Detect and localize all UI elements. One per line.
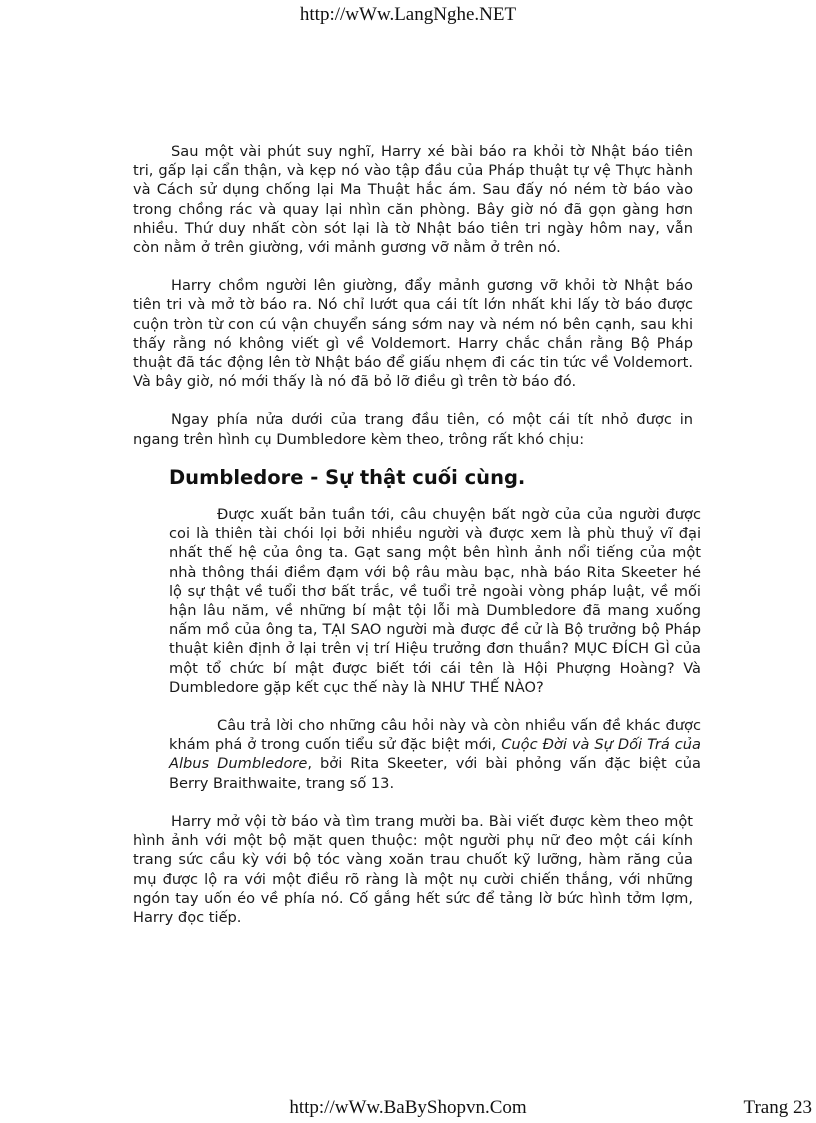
body-paragraph-4: Harry mở vội tờ báo và tìm trang mười ba. Bài viết được kèm theo một hình ảnh với một bộ mặt quen thuộc: một người phụ nữ đeo một cái kính trang sức cầu kỳ với bộ tóc vàng xoăn trau chuốt kỹ lưỡng, hàm răng của mụ được lộ ra với một điều rõ ràng là một nụ cười chiến thắng, với những ngón tay uốn éo về phía nó. Cố gắng hết sức để tảng lờ bức hình tởm lợm, Harry đọc tiếp. [133, 812, 693, 926]
header-url: http://wWw.LangNghe.NET [299, 4, 517, 25]
page-number: Trang 23 [743, 1097, 812, 1118]
page-content [133, 142, 701, 946]
footer-url: http://wWw.BaByShopvn.Com [289, 1097, 527, 1118]
newspaper-excerpt [169, 465, 701, 793]
excerpt-heading: Dumbledore - Sự thật cuối cùng. [169, 465, 526, 489]
book-title: Cuộc Đời và Sự Dối Trá của Albus Dumbledore [169, 736, 701, 773]
excerpt-paragraph-2-start: Câu trả lời cho những câu hỏi này và còn nhiều vấn đề khác được khám phá ở trong cuốn tiểu sử đặc biệt mới, [169, 717, 701, 754]
excerpt-paragraph-2-end: , bởi Rita Skeeter, với bài phỏng vấn đặc biệt của Berry Braithwaite, trang số 13. [169, 755, 701, 792]
excerpt-paragraph-2 [169, 716, 701, 793]
body-paragraph-1: Sau một vài phút suy nghĩ, Harry xé bài báo ra khỏi tờ Nhật báo tiên tri, gấp lại cẩn thận, và kẹp nó vào tập đầu của Pháp thuật tự vệ Thực hành và Cách sử dụng chống lại Ma Thuật hắc ám. Sau đấy nó ném tờ báo vào trong chồng rác và quay lại nhìn căn phòng. Bây giờ nó đã gọn gàng hơn nhiều. Thứ duy nhất còn sót lại là tờ Nhật báo tiên tri ngày hôm nay, vẫn còn nằm ở trên giường, với mảnh gương vỡ nằm ở trên nó. [133, 143, 693, 257]
body-paragraph-3: Ngay phía nửa dưới của trang đầu tiên, có một cái tít nhỏ được in ngang trên hình cụ Dumbledore kèm theo, trông rất khó chịu: [133, 411, 693, 448]
body-paragraph-2: Harry chồm người lên giường, đẩy mảnh gương vỡ khỏi tờ Nhật báo tiên tri và mở tờ báo ra. Nó chỉ lướt qua cái tít lớn nhất khi lấy tờ báo được cuộn tròn từ con cú vận chuyển sáng sớm nay và ném nó bên cạnh, sau khi thấy rằng nó không viết gì về Voldemort. Harry chắc chắn rằng Bộ Pháp thuật đã tác động lên tờ Nhật báo để giấu nhẹm đi các tin tức về Voldemort. Và bây giờ, nó mới thấy là nó đã bỏ lỡ điều gì trên tờ báo đó. [133, 277, 693, 391]
excerpt-paragraph-1: Được xuất bản tuần tới, câu chuyện bất ngờ của của người được coi là thiên tài chói lọi bởi nhiều người và được xem là phù thuỷ vĩ đại nhất thế hệ của ông ta. Gạt sang một bên hình ảnh nổi tiếng của một nhà thông thái điềm đạm với bộ râu màu bạc, nhà báo Rita Skeeter hé lộ sự thật về tuổi thơ bất trắc, về tuổi trẻ ngoài vòng pháp luật, về mối hận lâu năm, về những bí mật tội lỗi mà Dumbledore đã mang xuống nấm mồ của ông ta, TẠI SAO người mà được đề cử là Bộ trưởng bộ Pháp thuật kiên định ở lại trên vị trí Hiệu trưởng đơn thuần? MỤC ĐÍCH GÌ của một tổ chức bí mật được biết tới cái tên là Hội Phượng Hoàng? Và Dumbledore gặp kết cục thế này là NHƯ THẾ NÀO? [169, 506, 701, 696]
